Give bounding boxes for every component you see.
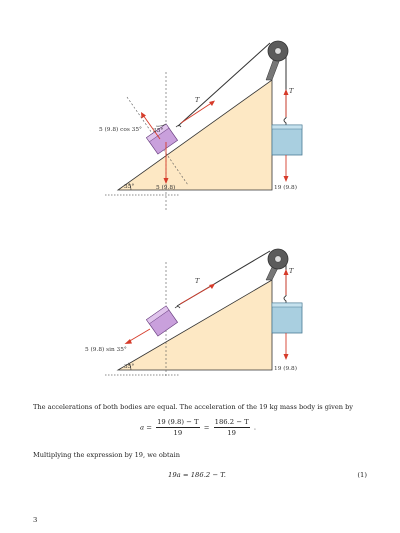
label-block-weight: 5 (9.8) [156,185,176,191]
block-on-incline [146,306,177,336]
weight-arrowhead-hanging [284,354,289,360]
figure-incline-forces-cos [0,0,400,225]
tension-arrowhead-vertical [284,89,289,95]
hanging-mass-top [272,125,302,129]
paragraph-acceleration: The accelerations of both bodies are equal. The acceleration of the 19 kg mass body is given by [33,403,354,411]
equation-number: (1) [357,471,367,479]
eq1-lhs: a = [140,423,152,432]
pulley-hub [275,48,281,54]
label-perp-component: 5 (9.8) cos 35° [99,127,142,133]
label-block-angle: 35° [153,128,164,134]
eq1-fraction-2-denominator: 19 [227,429,236,437]
label-tension-left: T [195,96,200,104]
label-base-angle: 35° [124,364,135,370]
eq1-period: . [253,423,256,432]
figure-incline-forces-sin [0,222,400,382]
tension-arrowhead-vertical [284,269,289,275]
tension-arrow-incline [181,102,213,123]
label-hanging-weight: 19 (9.8) [274,366,297,372]
tension-arrowhead-incline [209,101,215,107]
parallel-component-arrow [128,329,150,342]
parallel-component-arrowhead [125,339,133,344]
eq1-fraction-1-denominator: 19 [173,429,183,437]
eq1-fraction-2-numerator: 186.2 − T [214,418,249,426]
weight-arrowhead-hanging [284,176,289,182]
equation-1: 19a = 186.2 − T. [168,471,226,479]
tension-arrow-incline [180,285,213,304]
block-hook [176,126,181,128]
eq1-fraction-1-numerator: 19 (9.8) − T [157,418,199,426]
incline-wedge [118,280,272,370]
label-hanging-weight: 19 (9.8) [274,185,297,191]
label-tension-left: T [195,277,200,285]
hanging-mass-top [272,303,302,307]
label-tension-right: T [289,267,294,275]
eq1-equals: = [203,423,210,432]
page-number: 3 [33,516,38,524]
paragraph-multiply: Multiplying the expression by 19, we obtain [33,451,180,459]
hanging-mass [272,303,302,333]
hanging-mass [272,125,302,155]
label-base-angle: 35° [124,184,135,190]
eq1-fraction-2 [214,418,250,437]
block-hook [175,307,180,309]
label-tension-right: T [289,87,294,95]
eq1-fraction-1 [156,418,199,437]
label-parallel-component: 5 (9.8) sin 35° [85,347,127,353]
pulley-hub [275,256,281,262]
equation-acceleration [140,418,256,437]
